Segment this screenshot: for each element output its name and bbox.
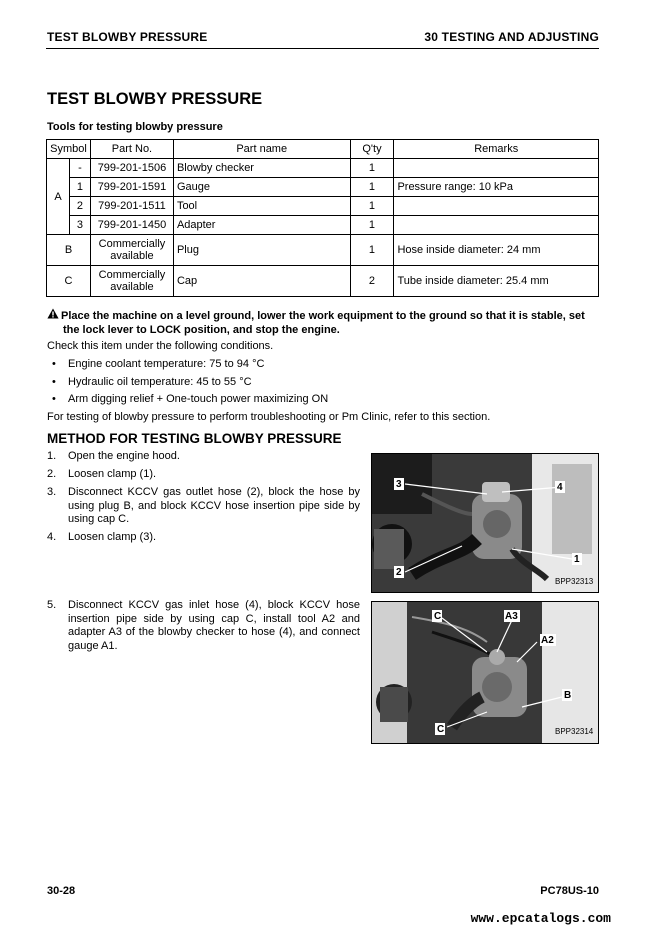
sub-cell: -	[69, 159, 90, 178]
part-no-cell: 799-201-1506	[90, 159, 173, 178]
running-header-right: 30 TESTING AND ADJUSTING	[424, 30, 599, 44]
part-no-cell	[90, 235, 173, 266]
sub-cell: 3	[69, 216, 90, 235]
part-no-line: available	[110, 250, 154, 262]
part-name-cell: Cap	[173, 266, 350, 297]
step-number: 3.	[47, 486, 57, 498]
step-item	[47, 468, 360, 482]
symbol-b-cell: B	[47, 235, 91, 266]
warning-triangle-icon	[47, 308, 61, 323]
step-number: 5.	[47, 599, 57, 611]
step-number: 2.	[47, 468, 57, 480]
qty-cell: 1	[350, 216, 394, 235]
callout-label: C	[434, 611, 442, 622]
callout-label: 4	[557, 482, 563, 493]
step-text: Disconnect KCCV gas inlet hose (4), block KCCV hose insertion pipe side by using cap C, install tool A2 and adapter A3 of the blowby checker to hose (4), and connect gauge A1.	[68, 599, 360, 652]
watermark-link[interactable]: www.epcatalogs.com	[470, 911, 611, 926]
callout-label: 2	[396, 567, 402, 578]
running-header-left: TEST BLOWBY PRESSURE	[47, 30, 208, 44]
figure-engine-photo-1	[371, 453, 599, 593]
list-item: • Hydraulic oil temperature: 45 to 55 °C	[52, 376, 252, 388]
part-no-cell: 799-201-1450	[90, 216, 173, 235]
step-text: Disconnect KCCV gas outlet hose (2), block the hose by using plug B, and block KCCV hose insertion pipe side by using cap C.	[68, 486, 360, 525]
table-row	[47, 216, 599, 235]
part-name-cell: Plug	[173, 235, 350, 266]
col-header-part-name: Part name	[173, 140, 350, 159]
part-no-cell: 799-201-1591	[90, 178, 173, 197]
remarks-cell	[394, 159, 599, 178]
list-item: • Engine coolant temperature: 75 to 94 °C	[52, 358, 265, 370]
remarks-cell	[394, 197, 599, 216]
part-name-cell: Tool	[173, 197, 350, 216]
step-item	[47, 599, 360, 653]
page-number: 30-28	[47, 885, 76, 897]
warning-text-line: Place the machine on a level ground, lower the work equipment to the ground so that it is stable, set	[61, 310, 585, 322]
col-header-remarks: Remarks	[394, 140, 599, 159]
step-item	[47, 450, 360, 464]
figure-engine-photo-2	[371, 601, 599, 744]
qty-cell: 1	[350, 178, 394, 197]
symbol-a-cell: A	[47, 159, 70, 235]
symbol-c-cell: C	[47, 266, 91, 297]
table-row	[47, 266, 599, 297]
part-no-line: Commercially	[98, 238, 166, 250]
list-item-text: Engine coolant temperature: 75 to 94 °C	[68, 358, 265, 370]
table-row	[47, 159, 599, 178]
qty-cell: 2	[350, 266, 394, 297]
col-header-qty: Q'ty	[350, 140, 394, 159]
part-no-line: available	[110, 281, 154, 293]
qty-cell: 1	[350, 197, 394, 216]
table-header-row	[47, 140, 599, 159]
part-no-cell: 799-201-1511	[90, 197, 173, 216]
model-code: PC78US-10	[540, 885, 599, 897]
remarks-cell: Hose inside diameter: 24 mm	[394, 235, 599, 266]
callout-label: A2	[541, 635, 554, 646]
qty-cell: 1	[350, 159, 394, 178]
tools-subtitle: Tools for testing blowby pressure	[47, 121, 223, 133]
table-row	[47, 235, 599, 266]
conditions-intro: Check this item under the following conditions.	[47, 340, 274, 352]
method-title: METHOD FOR TESTING BLOWBY PRESSURE	[47, 431, 342, 446]
safety-warning	[47, 308, 607, 337]
part-name-cell: Blowby checker	[173, 159, 350, 178]
callout-label: 1	[574, 554, 580, 565]
list-item-text: Hydraulic oil temperature: 45 to 55 °C	[68, 376, 252, 388]
callout-label: 3	[396, 479, 402, 490]
warning-text-line: the lock lever to LOCK position, and stop the engine.	[63, 324, 340, 336]
part-no-line: Commercially	[98, 269, 166, 281]
table-row	[47, 197, 599, 216]
callout-label: A3	[505, 611, 518, 622]
page-title: TEST BLOWBY PRESSURE	[47, 90, 263, 108]
callout-label: B	[564, 690, 572, 701]
remarks-cell	[394, 216, 599, 235]
sub-cell: 2	[69, 197, 90, 216]
reference-note: For testing of blowby pressure to perform troubleshooting or Pm Clinic, refer to this section.	[47, 411, 491, 423]
sub-cell: 1	[69, 178, 90, 197]
callout-label: C	[437, 724, 445, 735]
col-header-symbol: Symbol	[47, 140, 91, 159]
step-number: 4.	[47, 531, 57, 543]
step-text: Loosen clamp (1).	[68, 468, 157, 480]
figure-code: BPP32313	[555, 577, 594, 586]
figure-code: BPP32314	[555, 727, 594, 736]
list-item-text: Arm digging relief + One-touch power maximizing ON	[68, 393, 329, 405]
remarks-cell: Pressure range: 10 kPa	[394, 178, 599, 197]
part-name-cell: Gauge	[173, 178, 350, 197]
part-no-cell	[90, 266, 173, 297]
remarks-cell: Tube inside diameter: 25.4 mm	[394, 266, 599, 297]
step-text: Open the engine hood.	[68, 450, 180, 462]
step-number: 1.	[47, 450, 57, 462]
header-rule	[46, 48, 599, 49]
part-name-cell: Adapter	[173, 216, 350, 235]
qty-cell: 1	[350, 235, 394, 266]
list-item: • Arm digging relief + One-touch power maximizing ON	[52, 393, 329, 405]
tools-table	[46, 139, 599, 297]
col-header-part-no: Part No.	[90, 140, 173, 159]
step-item	[47, 531, 360, 545]
step-text: Loosen clamp (3).	[68, 531, 157, 543]
step-item	[47, 486, 360, 527]
table-row	[47, 178, 599, 197]
